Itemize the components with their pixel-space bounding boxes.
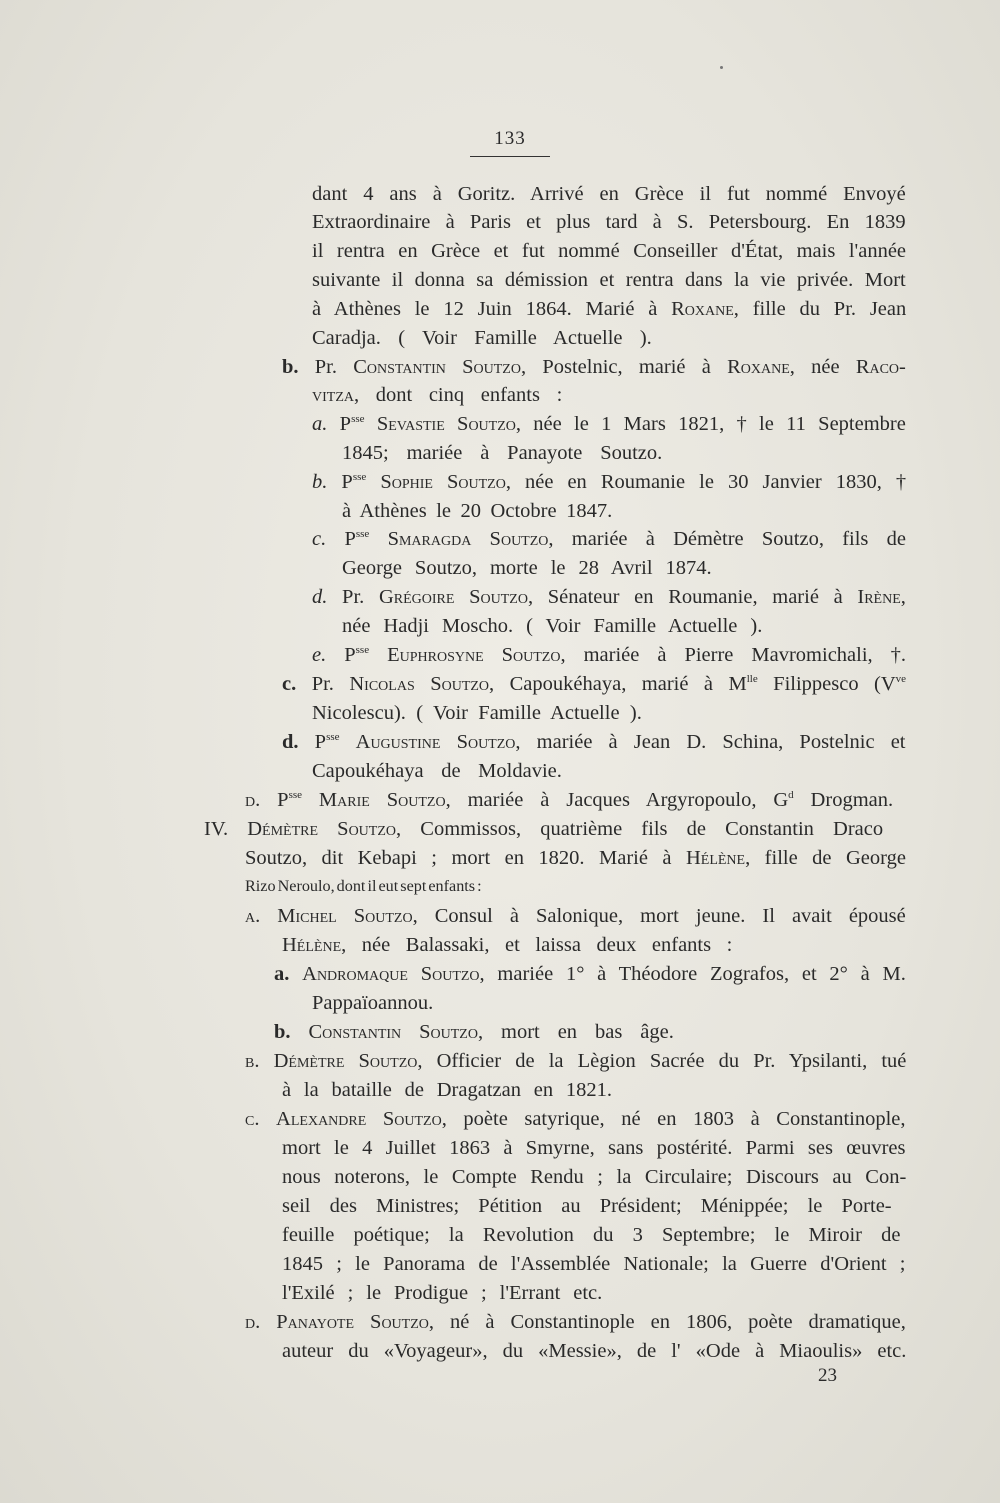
text-line: b. Constantin Soutzo, mort en bas âge.: [274, 1021, 674, 1043]
text-line: suivante il donna sa démission et rentra dans la vie privée. Mort: [312, 269, 906, 291]
paper-speck: [720, 66, 723, 69]
text-line: a. Michel Soutzo, Consul à Salonique, mort jeune. Il avait épousé: [245, 905, 906, 927]
text-line: 1845 ; le Panorama de l'Assemblée Nationale; la Guerre d'Orient ;: [282, 1253, 906, 1275]
text-line: c. Alexandre Soutzo, poète satyrique, né en 1803 à Constantinople,: [245, 1108, 906, 1130]
text-line: à Athènes le 20 Octobre 1847.: [342, 500, 613, 522]
text-line: auteur du «Voyageur», du «Messie», de l' «Ode à Miaoulis» etc.: [282, 1340, 907, 1362]
text-line: mort le 4 Juillet 1863 à Smyrne, sans postérité. Parmi ses œuvres: [282, 1137, 906, 1159]
text-line: c. $P^{sse}$ Smaragda Soutzo, mariée à Démètre Soutzo, fils de: [312, 528, 906, 550]
text-line: b. Pr. Constantin Soutzo, Postelnic, marié à Roxane, née Raco-: [282, 356, 906, 378]
text-line: e. $P^{sse}$ Euphrosyne Soutzo, mariée à Pierre Mavromichali, †.: [312, 644, 907, 666]
text-line: Extraordinaire à Paris et plus tard à S. Petersbourg. En 1839: [312, 211, 906, 233]
text-line: a. $P^{sse}$ Sevastie Soutzo, née le 1 Mars 1821, † le 11 Septembre: [312, 413, 906, 435]
text-line: d. Pr. Grégoire Soutzo, Sénateur en Roumanie, marié à Irène,: [312, 586, 906, 608]
text-line: l'Exilé ; le Prodigue ; l'Errant etc.: [282, 1282, 603, 1304]
text-line: c. Pr. Nicolas Soutzo, Capoukéhaya, marié à $M^{lle}$ Filippesco ($V^{ve}$: [282, 673, 907, 695]
text-line: Rizo Neroulo, dont il eut sept enfants :: [245, 878, 482, 895]
text-line: il rentra en Grèce et fut nommé Conseiller d'État, mais l'année: [312, 240, 907, 262]
text-line: à la bataille de Dragatzan en 1821.: [282, 1079, 613, 1101]
text-line: b. $P^{sse}$ Sophie Soutzo, née en Roumanie le 30 Janvier 1830, †: [312, 471, 907, 493]
text-line: à Athènes le 12 Juin 1864. Marié à Roxane, fille du Pr. Jean: [312, 298, 907, 320]
text-line: 1845; mariée à Panayote Soutzo.: [342, 442, 663, 464]
text-line: Nicolescu). ( Voir Famille Actuelle ).: [312, 702, 642, 724]
text-line: Caradja. ( Voir Famille Actuelle ).: [312, 327, 652, 349]
text-line: née Hadji Moscho. ( Voir Famille Actuelle ).: [342, 615, 763, 637]
text-line: George Soutzo, morte le 28 Avril 1874.: [342, 557, 712, 579]
signature-number: 23: [818, 1365, 837, 1386]
text-line: feuille poétique; la Revolution du 3 Septembre; le Miroir de: [282, 1224, 901, 1246]
page-number: 133: [494, 128, 526, 149]
text-line: Hélène, née Balassaki, et laissa deux enfants :: [282, 934, 733, 956]
text-line: dant 4 ans à Goritz. Arrivé en Grèce il fut nommé Envoyé: [312, 183, 906, 205]
text-line: d. $P^{sse}$ Marie Soutzo, mariée à Jacques Argyropoulo, $G^d$ Drogman.: [245, 789, 894, 811]
header-rule: [470, 156, 550, 157]
text-line: Soutzo, dit Kebapi ; mort en 1820. Marié à Hélène, fille de George: [245, 847, 906, 869]
text-line: vitza, dont cinq enfants :: [312, 384, 563, 406]
text-line: d. $P^{sse}$ Augustine Soutzo, mariée à Jean D. Schina, Postelnic et: [282, 731, 906, 753]
text-line: seil des Ministres; Pétition au Président; Ménippée; le Porte-: [282, 1195, 892, 1217]
text-line: d. Panayote Soutzo, né à Constantinople en 1806, poète dramatique,: [245, 1311, 906, 1333]
text-line: nous noterons, le Compte Rendu ; la Circulaire; Discours au Con-: [282, 1166, 907, 1188]
text-line: b. Démètre Soutzo, Officier de la Lègion Sacrée du Pr. Ypsilanti, tué: [245, 1050, 907, 1072]
text-line: IV. Démètre Soutzo, Commissos, quatrième fils de Constantin Draco: [204, 818, 884, 840]
text-line: a. Andromaque Soutzo, mariée 1° à Théodore Zografos, et 2° à M.: [274, 963, 906, 985]
text-line: Capoukéhaya de Moldavie.: [312, 760, 562, 782]
text-line: Pappaïoannou.: [312, 992, 434, 1014]
